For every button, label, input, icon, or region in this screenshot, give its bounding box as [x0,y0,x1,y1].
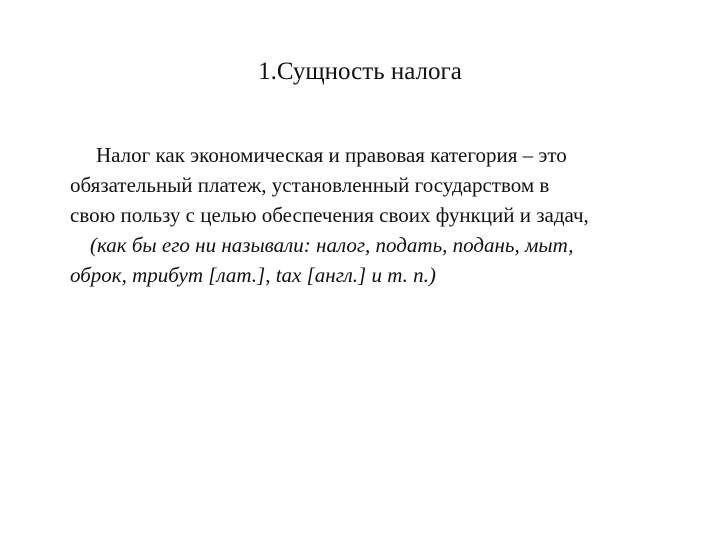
slide-body [70,140,690,290]
paragraph-line: Налог как экономическая и правовая категория – это [96,143,567,167]
slide-title: 1.Сущность налога [258,58,462,85]
note-line: (как бы его ни называли: налог, подать, подань, мыт, [90,233,574,257]
note-line: оброк, трибут [лат.], tax [англ.] и т. п.) [70,263,436,287]
paragraph-line: обязательный платеж, установленный государством в [70,173,550,197]
paragraph-line: свою пользу с целью обеспечения своих функций и задач, [70,203,589,227]
